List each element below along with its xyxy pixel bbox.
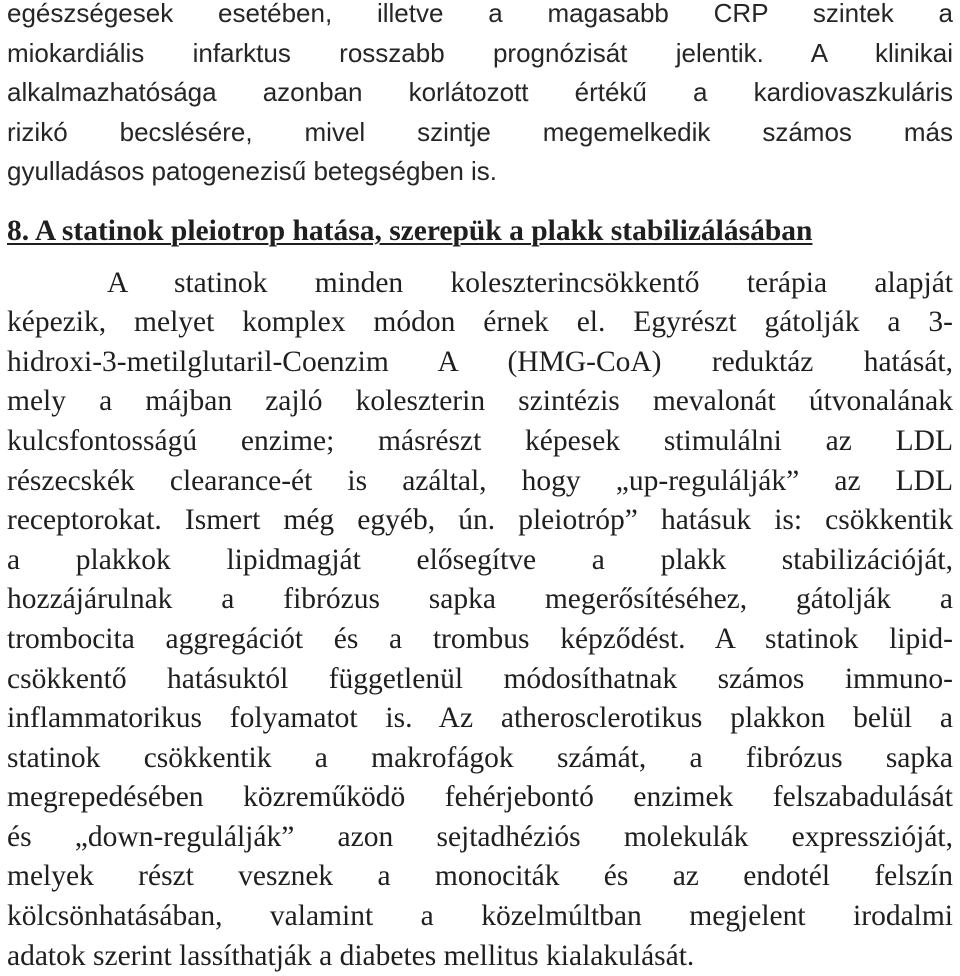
text-line: inflammatorikus folyamatot is. Az atherosclerotikus plakkon belül a [7, 702, 953, 735]
text-line: egészségesek esetében, illetve a magasabb CRP szintek a [7, 0, 953, 28]
text-line: részecskék clearance-ét is azáltal, hogy „up-regulálják” az LDL [7, 464, 953, 497]
text-line: csökkentő hatásuktól függetlenül módosíthatnak számos immuno- [7, 662, 953, 695]
text-line: melyek részt vesznek a monociták és az endotél felszín [7, 860, 953, 893]
text-line: a plakkok lipidmagját elősegítve a plakk stabilizációját, [7, 543, 953, 576]
text-line: miokardiális infarktus rosszabb prognózisát jelentik. A klinikai [7, 37, 953, 68]
text-line: mely a májban zajló koleszterin szintézis mevalonát útvonalának [7, 385, 953, 418]
text-line: adatok szerint lassíthatják a diabetes mellitus kialakulását. [7, 939, 695, 972]
text-line: kölcsönhatásában, valamint a közelmúltban megjelent irodalmi [7, 900, 953, 933]
text-line: hozzájárulnak a fibrózus sapka megerősítéséhez, gátolják a [7, 583, 953, 616]
text-line: statinok csökkentik a makrofágok számát, a fibrózus sapka [7, 741, 953, 774]
text-line: alkalmazhatósága azonban korlátozott értékű a kardiovaszkuláris [7, 77, 953, 108]
text-line: képezik, melyet komplex módon érnek el. Egyrészt gátolják a 3- [7, 306, 953, 339]
text-line: trombocita aggregációt és a trombus képződést. A statinok lipid- [7, 622, 953, 655]
text-line: receptorokat. Ismert még egyéb, ún. pleiotróp” hatásuk is: csökkentik [7, 504, 953, 537]
text-line: A statinok minden koleszterincsökkentő terápia alapját [107, 266, 953, 299]
text-line: és „down-regulálják” azon sejtadhéziós molekulák expresszióját, [7, 820, 953, 853]
text-line: gyulladásos patogenezisű betegségben is. [7, 156, 498, 187]
text-line: hidroxi-3-metilglutaril-Coenzim A (HMG-CoA) reduktáz hatását, [7, 345, 953, 378]
text-line: megrepedésében közreműködö fehérjebontó enzimek felszabadulását [7, 781, 953, 814]
paragraph-crp [7, 0, 953, 192]
text-line: kulcsfontosságú enzime; másrészt képesek stimulálni az LDL [7, 424, 953, 457]
section-heading: 8. A statinok pleiotrop hatása, szerepük a plakk stabilizálásában [7, 214, 813, 247]
paragraph-statins [7, 264, 953, 976]
text-line: rizikó becslésére, mivel szintje megemelkedik számos más [7, 116, 953, 147]
document-page [7, 0, 953, 971]
